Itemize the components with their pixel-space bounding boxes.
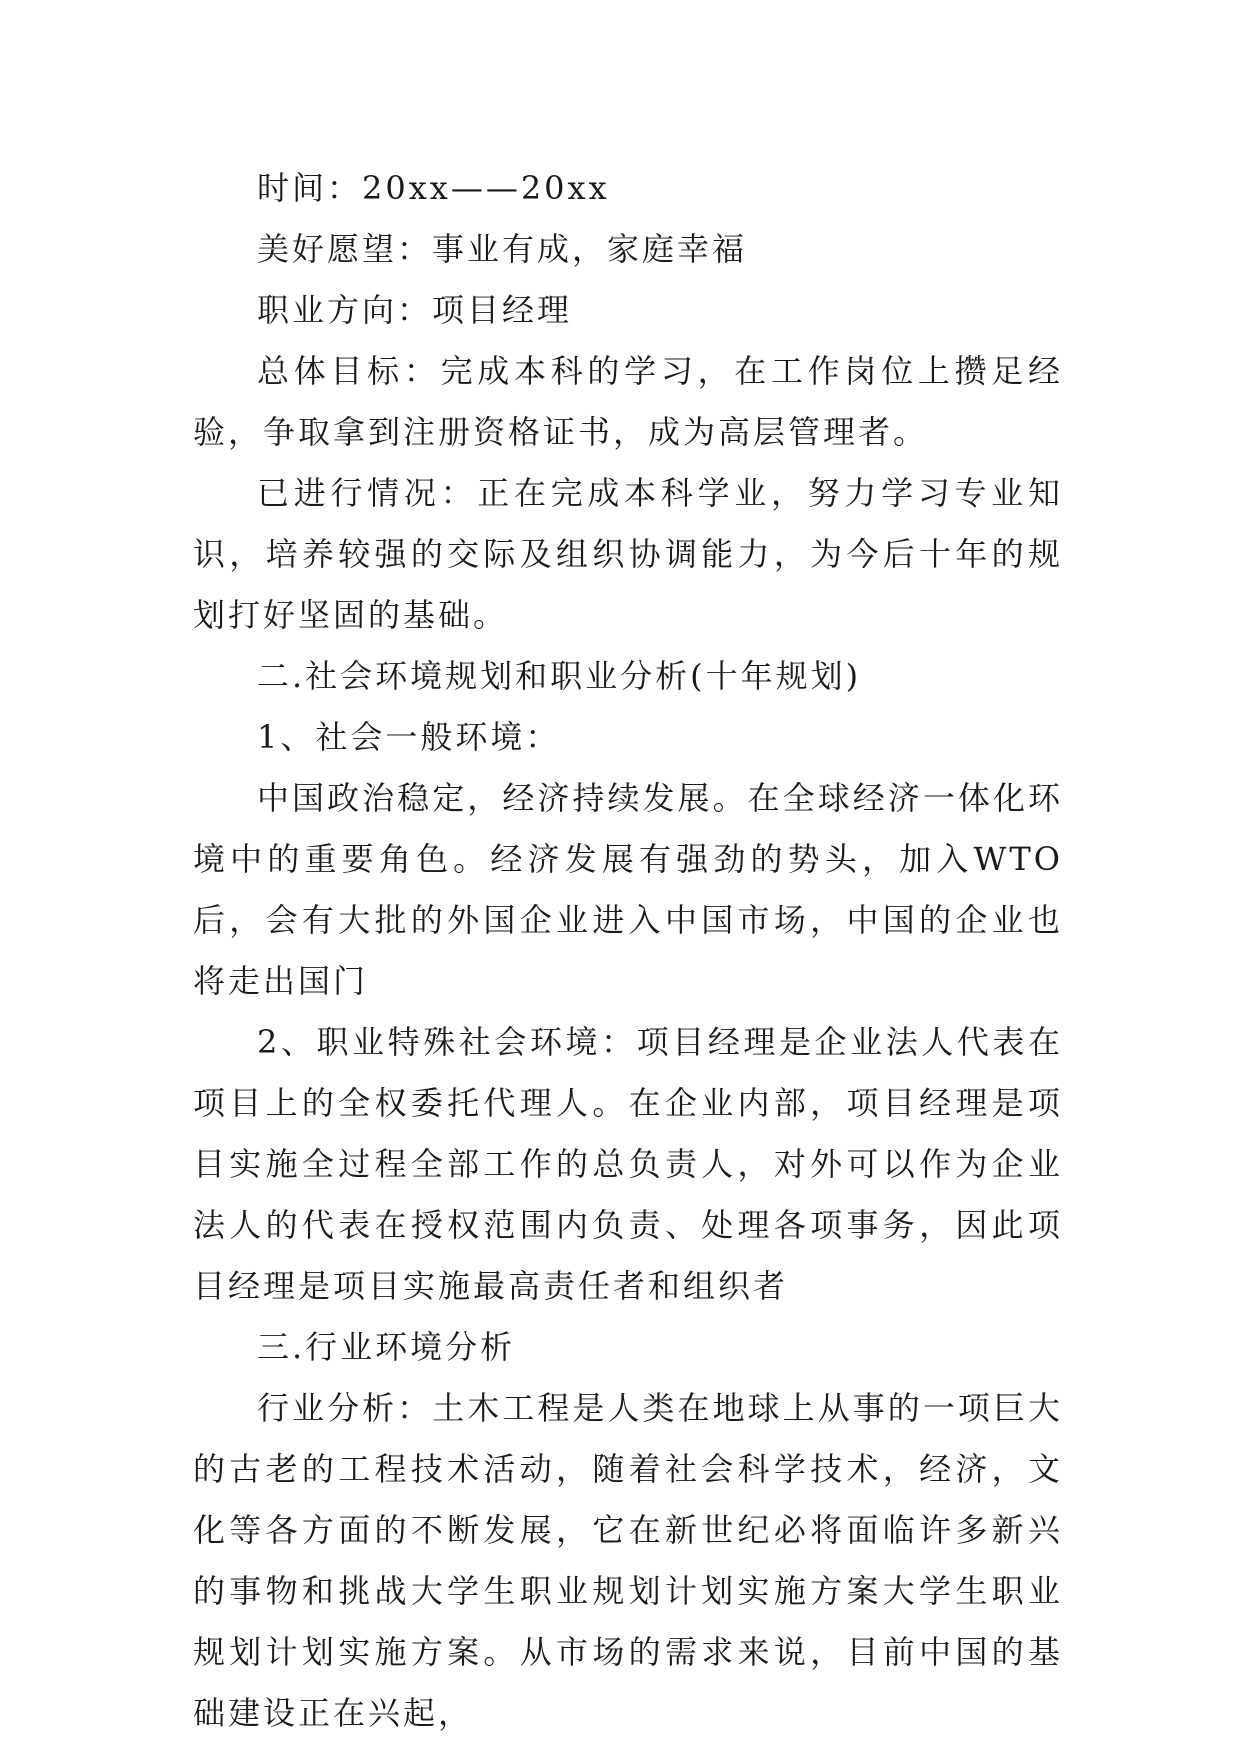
paragraph-career-direction: 职业方向：项目经理 (257, 291, 573, 329)
paragraph-general-environment: 中国政治稳定，经济持续发展。在全球经济一体化环境中的重要角色。经济发展有强劲的势头，加入WTO后，会有大批的外国企业进入中国市场，中国的企业也将走出国门 (193, 779, 1063, 1000)
paragraph-special-environment: 2、职业特殊社会环境：项目经理是企业法人代表在项目上的全权委托代理人。在企业内部，项目经理是项目实施全过程全部工作的总负责人，对外可以作为企业法人的代表在授权范围内负责、处理各项事务，因此项目经理是项目实施最高责任者和组织者 (193, 1023, 1063, 1305)
paragraph-progress: 已进行情况：正在完成本科学业，努力学习专业知识，培养较强的交际及组织协调能力，为今后十年的规划打好坚固的基础。 (193, 474, 1063, 634)
paragraph-wish: 美好愿望：事业有成，家庭幸福 (257, 230, 748, 268)
paragraph-overall-goal: 总体目标：完成本科的学习，在工作岗位上攒足经验，争取拿到注册资格证书，成为高层管理者。 (193, 352, 1063, 451)
paragraph-time: 时间：20xx——20xx (257, 169, 610, 207)
subheading-general-environment: 1、社会一般环境： (257, 718, 561, 756)
paragraph-industry-analysis: 行业分析：土木工程是人类在地球上从事的一项巨大的古老的工程技术活动，随着社会科学技术，经济，文化等各方面的不断发展，它在新世纪必将面临许多新兴的事物和挑战大学生职业规划计划实施方案大学生职业规划计划实施方案。从市场的需求来说，目前中国的基础建设正在兴起， (193, 1389, 1063, 1732)
section-heading-social-environment: 二.社会环境规划和职业分析(十年规划) (257, 657, 862, 695)
section-heading-industry: 三.行业环境分析 (257, 1328, 516, 1366)
document-body (193, 158, 1063, 1744)
